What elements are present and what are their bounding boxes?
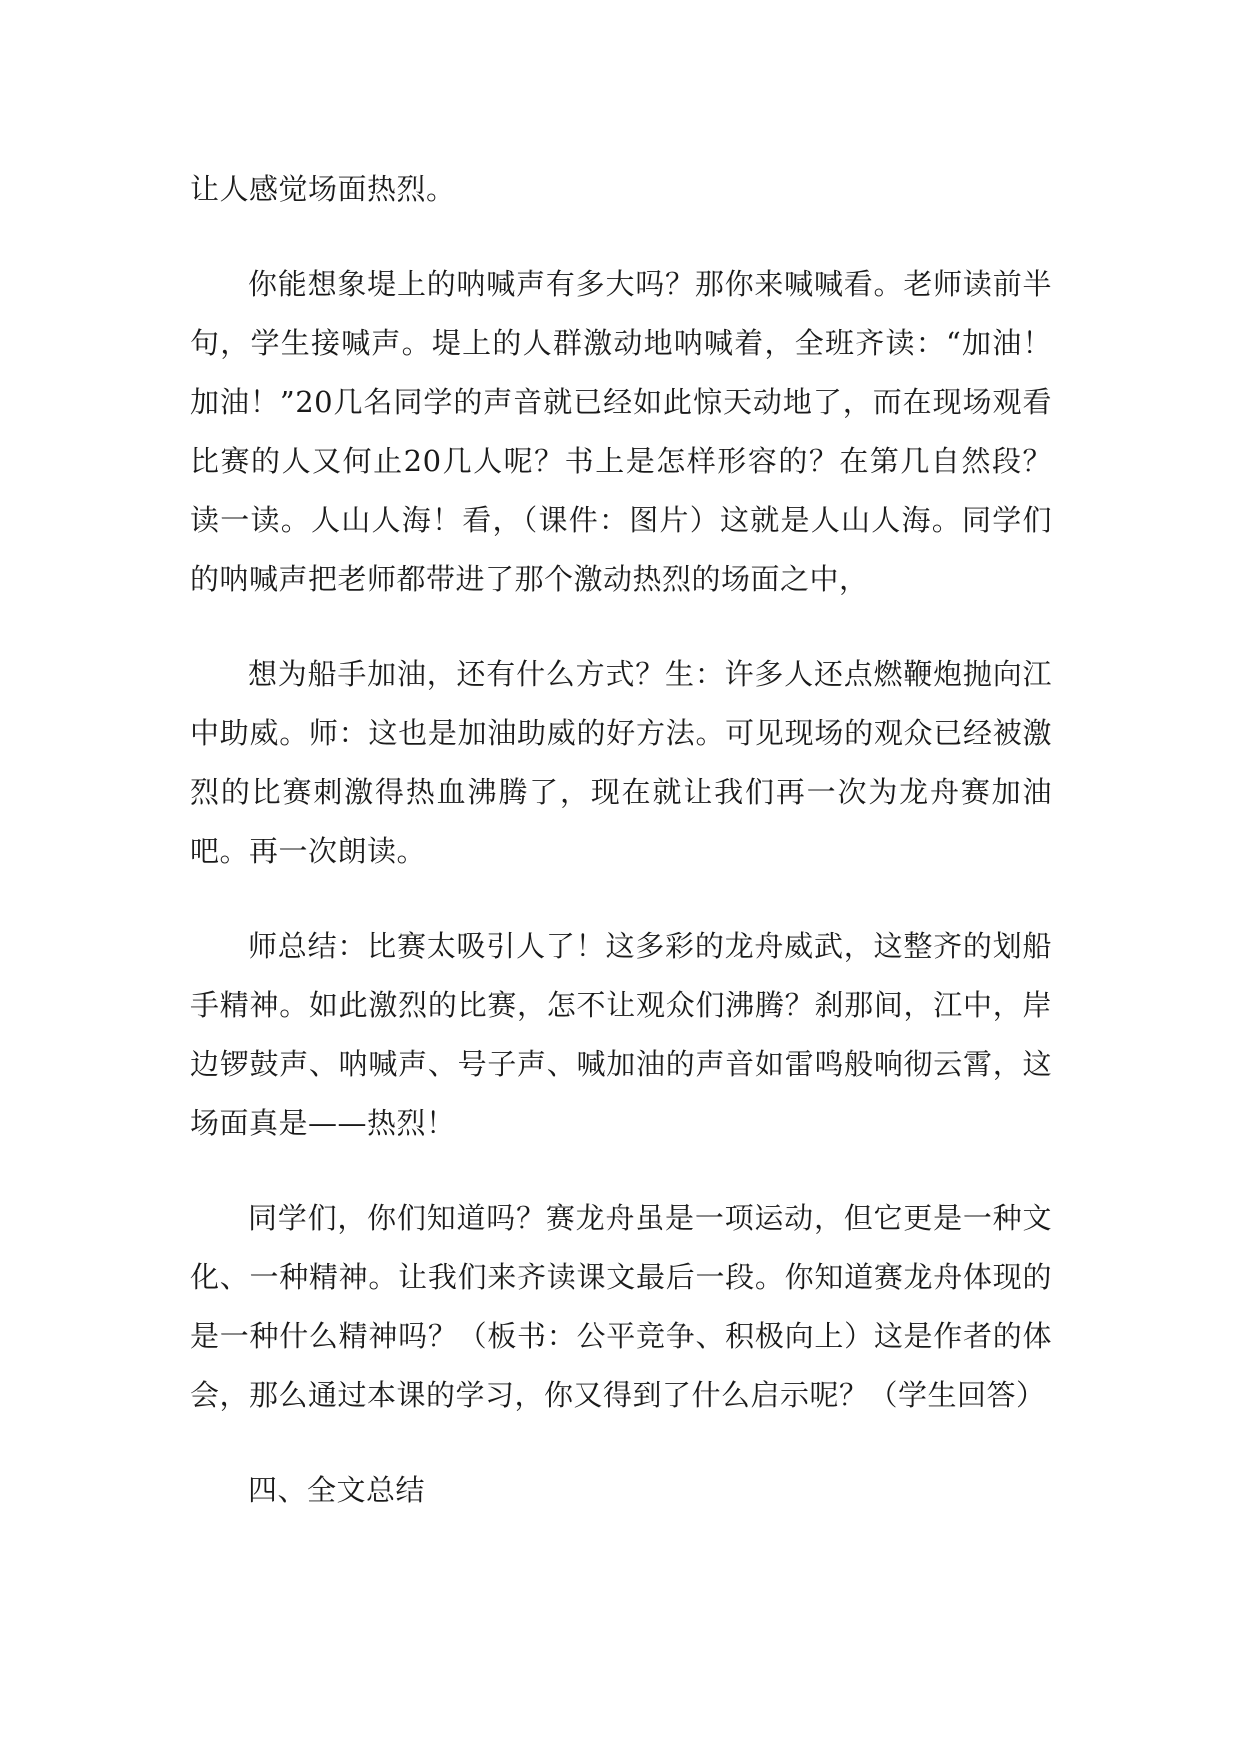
section-heading: 四、全文总结 [248, 1473, 426, 1507]
paragraph-cheering-methods: 想为船手加油，还有什么方式？生：许多人还点燃鞭炮抛向江中助威。师：这也是加油助威的好方法。可见现场的观众已经被激烈的比赛刺激得热血沸腾了，现在就让我们再一次为龙舟赛加油吧。再一次朗读。 [190, 657, 1052, 868]
paragraph-teacher-summary: 师总结：比赛太吸引人了！这多彩的龙舟威武，这整齐的划船手精神。如此激烈的比赛，怎不让观众们沸腾？刹那间，江中，岸边锣鼓声、呐喊声、号子声、喊加油的声音如雷鸣般响彻云霄，这场面真是——热烈！ [190, 929, 1052, 1140]
document-body [190, 160, 1052, 1520]
paragraph-shouting: 你能想象堤上的呐喊声有多大吗？那你来喊喊看。老师读前半句，学生接喊声。堤上的人群激动地呐喊着，全班齐读：“加油！加油！”20几名同学的声音就已经如此惊天动地了，而在现场观看比赛的人又何止20几人呢？书上是怎样形容的？在第几自然段？读一读。人山人海！看，（课件：图片）这就是人山人海。同学们的呐喊声把老师都带进了那个激动热烈的场面之中， [190, 267, 1052, 596]
paragraph-culture-spirit: 同学们，你们知道吗？赛龙舟虽是一项运动，但它更是一种文化、一种精神。让我们来齐读课文最后一段。你知道赛龙舟体现的是一种什么精神吗？（板书：公平竞争、积极向上）这是作者的体会，那么通过本课的学习，你又得到了什么启示呢？（学生回答） [190, 1201, 1052, 1412]
paragraph-continued: 让人感觉场面热烈。 [190, 172, 456, 206]
